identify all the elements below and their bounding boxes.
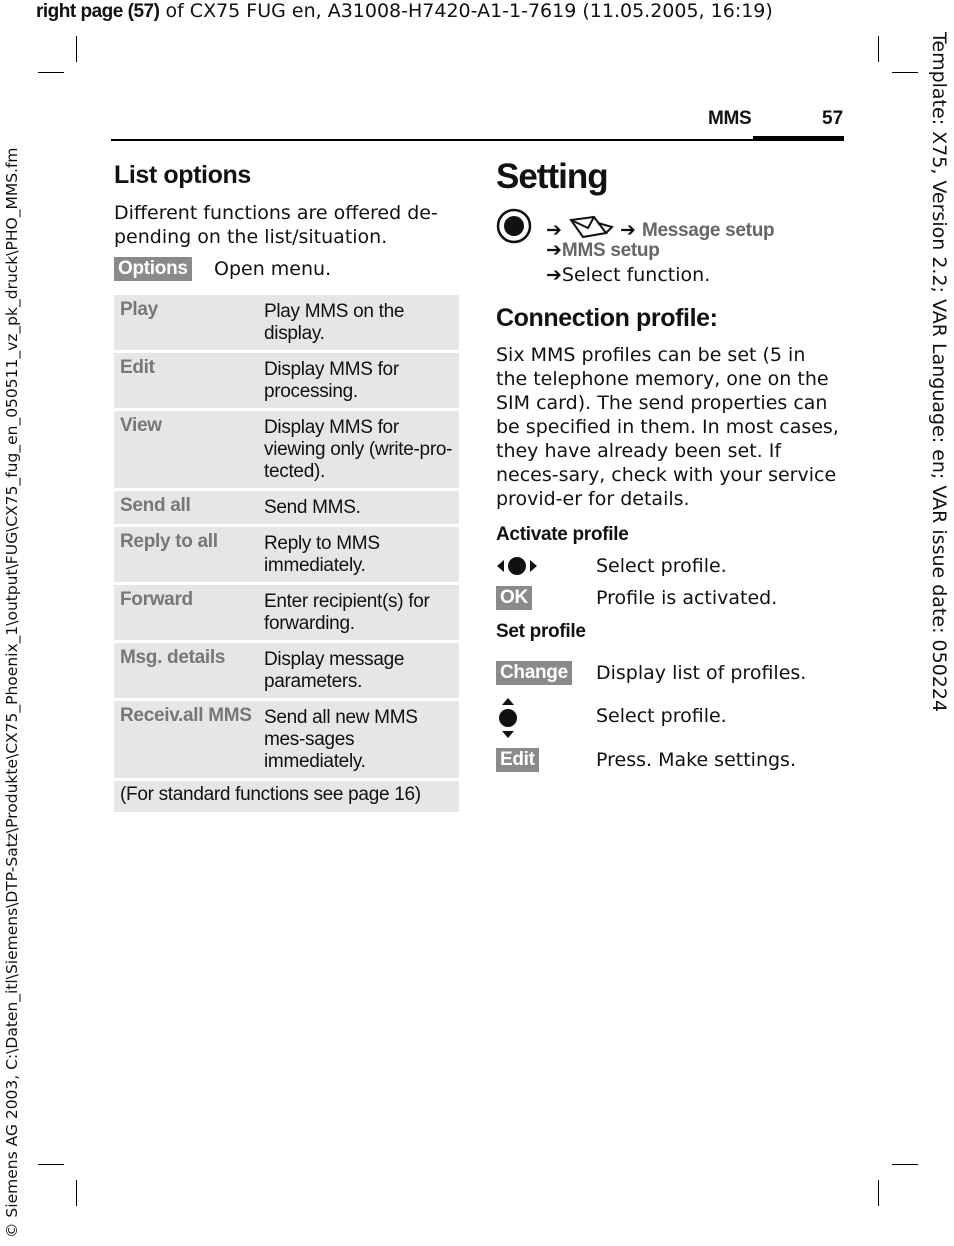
crop-mark [878,36,879,62]
template-note: Template: X75, Version 2.2; VAR Language: en; VAR issue date: 050224 [928,32,950,713]
table-row [114,411,459,488]
arrow-icon: ➔ [620,219,636,241]
crop-mark [38,1164,64,1165]
control-key-center-icon [496,208,532,248]
menu-mms-setup[interactable]: MMS setup [561,240,660,261]
nav-path-line-3 [546,263,710,287]
print-header-details: of CX75 FUG en, A31008-H7420-A1-1-7619 (11.05.2005, 16:19) [159,0,773,22]
option-name[interactable]: Send all [120,495,191,516]
crop-mark [892,1164,918,1165]
page-number: 57 [822,108,844,129]
set-profile-heading: Set profile [496,621,586,642]
option-name[interactable]: Msg. details [120,647,226,668]
activate-step-1-text: Select profile. [596,555,727,577]
connection-profile-heading: Connection profile: [496,304,718,332]
crop-mark [878,1180,879,1206]
option-description: Reply to MMS immediately. [264,533,380,576]
options-table [114,295,459,812]
table-row [114,527,459,582]
option-name[interactable]: View [120,415,162,436]
crop-mark [76,36,77,62]
table-row [114,353,459,408]
option-description: Send MMS. [264,497,361,518]
option-name[interactable]: Reply to all [120,531,218,552]
table-row [114,643,459,698]
option-description: Display MMS for viewing only (write-pro-tected). [264,417,453,482]
table-row [114,295,459,350]
print-header-page: right page (57) [36,1,160,22]
list-options-heading: List options [114,161,251,189]
options-softkey-description: Open menu. [214,258,332,280]
print-header [36,0,773,23]
crop-mark [892,72,918,73]
set-step-1-text: Display list of profiles. [596,662,807,684]
option-description: Display MMS for processing. [264,359,399,402]
table-row [114,491,459,524]
option-description: Send all new MMS mes-sages immediately. [264,707,418,772]
menu-message-setup[interactable]: Message setup [641,220,775,241]
arrow-icon: ➔ [546,264,562,286]
ok-softkey[interactable]: OK [496,586,532,610]
arrow-icon: ➔ [546,219,562,241]
running-header-title: MMS [708,108,752,129]
option-name[interactable]: Forward [120,589,193,610]
change-softkey[interactable]: Change [496,661,572,685]
table-row [114,585,459,640]
nav-path-line-2 [546,238,660,263]
setting-heading: Setting [496,157,608,196]
set-step-2-text: Select profile. [596,705,727,727]
arrow-icon: ➔ [546,239,562,261]
list-options-intro: Different functions are offered de-pending on the list/situation. [114,202,438,248]
edit-softkey[interactable]: Edit [496,748,539,772]
option-description: Display message parameters. [264,649,405,692]
table-row [114,701,459,778]
option-name[interactable]: Receiv.all MMS [120,705,252,726]
option-name[interactable]: Play [120,299,158,320]
control-key-left-right-icon [496,555,538,581]
table-footer: (For standard functions see page 16) [114,781,459,812]
header-rule [111,139,844,141]
options-softkey[interactable]: Options [114,257,192,281]
connection-profile-body: Six MMS profiles can be set (5 in the telephone memory, one on the SIM card). The send properties can be specified in them. In most cases, they have already been set. If neces-sary, check with your service provid-er for details. [496,344,839,510]
header-rule-accent [753,136,844,141]
crop-mark [38,72,64,73]
control-key-up-down-icon [498,697,518,743]
option-description: Enter recipient(s) for forwarding. [264,591,430,634]
activate-step-2-text: Profile is activated. [596,587,778,609]
set-step-3-text: Press. Make settings. [596,749,796,771]
option-name[interactable]: Edit [120,357,155,378]
option-description: Play MMS on the display. [264,301,405,344]
file-path-note: © Siemens AG 2003, C:\Daten_itl\Siemens\DTP-Satz\Produkte\CX75_Phoenix_1\output\FUG\CX75_fug_en_050511_vz_pk_druck\PHO_MMS.fm [3,147,21,1238]
crop-mark [76,1180,77,1206]
activate-profile-heading: Activate profile [496,524,629,545]
nav-action: Select function. [561,264,711,286]
